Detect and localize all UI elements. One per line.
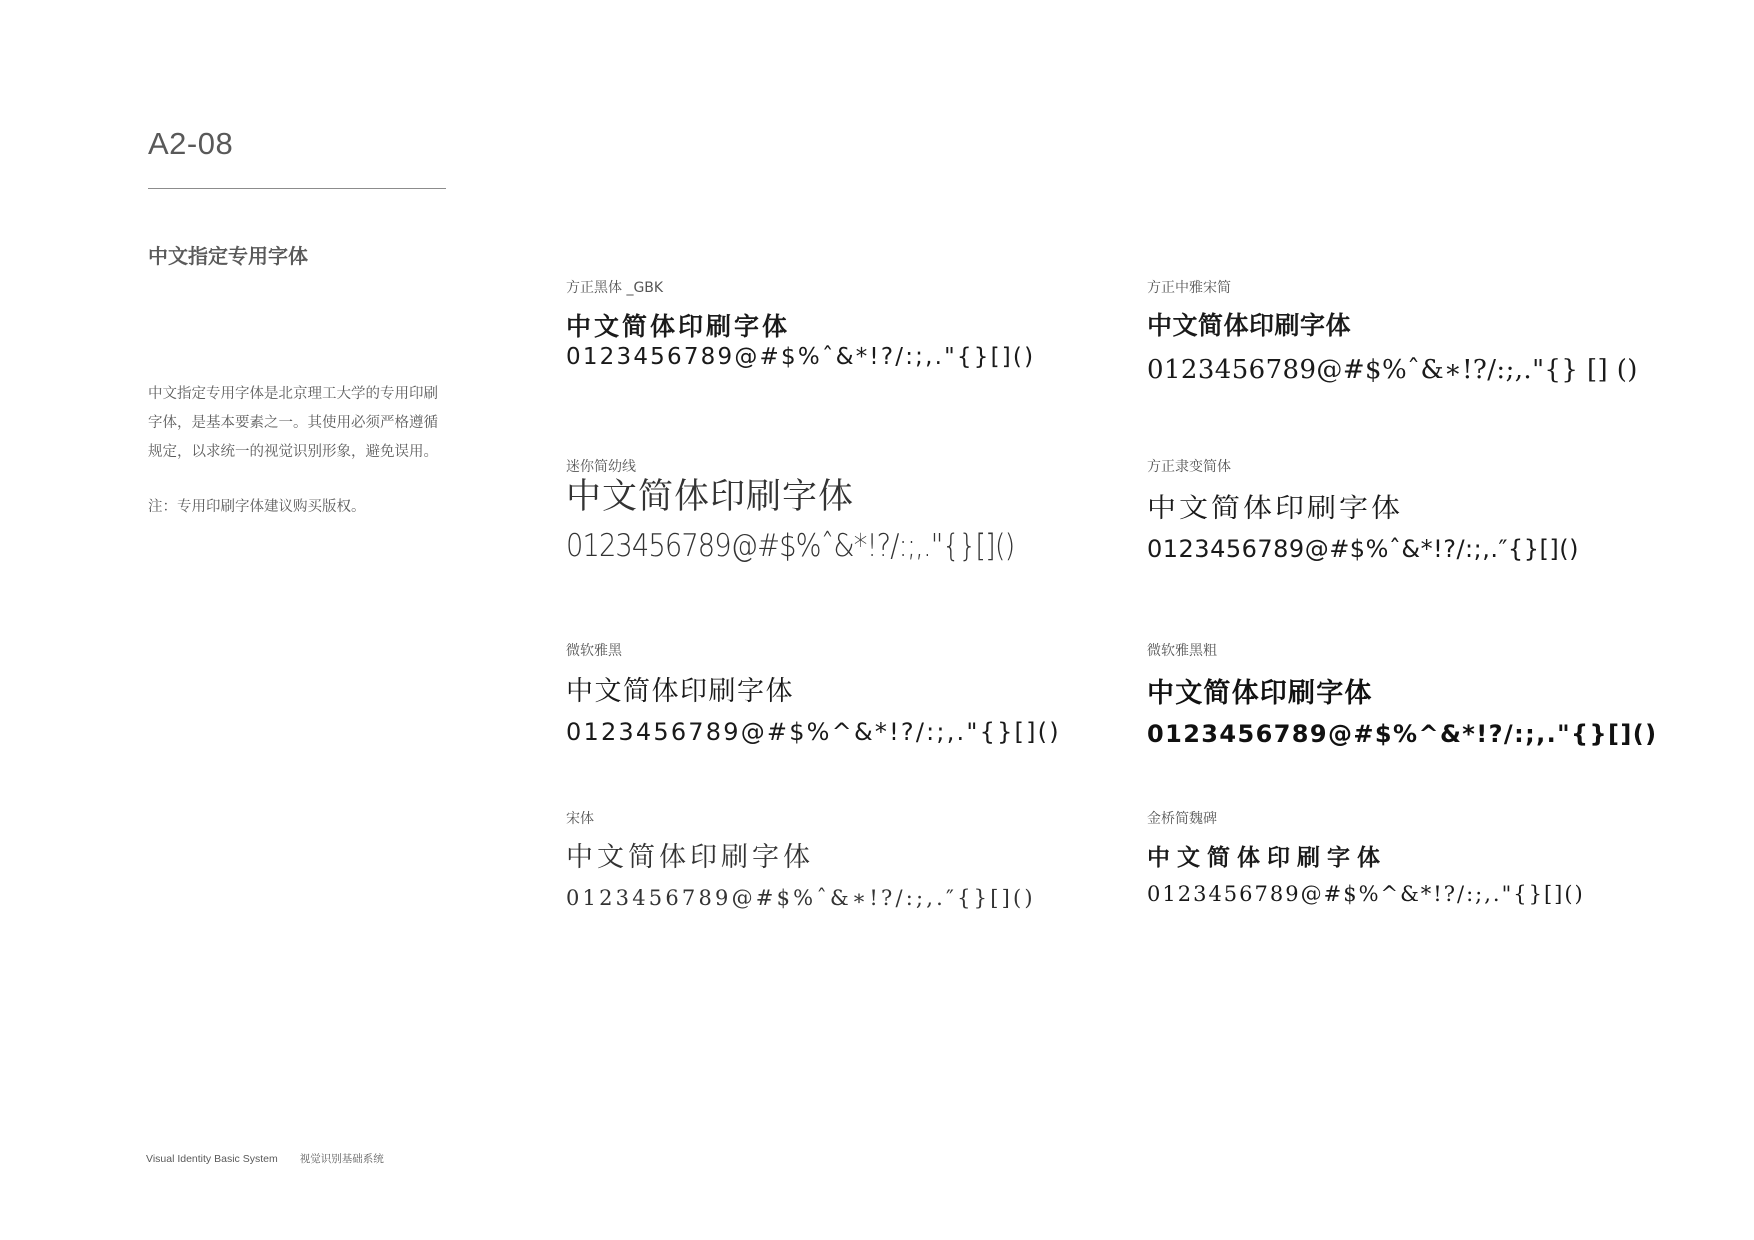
section-title: 中文指定专用字体: [148, 244, 308, 268]
character-sample: 0123456789@#$%ˆ&*!?/:;,."{}[](): [566, 528, 1015, 564]
font-sample-weibei: [1147, 810, 1754, 907]
font-name: 方正黑体 _GBK: [566, 280, 664, 296]
description-line: 中文指定专用字体是北京理工大学的专用印刷: [148, 386, 438, 402]
footer: [146, 1152, 384, 1166]
copyright-note: 注：专用印刷字体建议购买版权。: [148, 499, 366, 515]
character-sample: 0123456789@#$%ˆ&*!?/:;,.″{}[](): [1147, 534, 1579, 563]
font-name: 微软雅黑粗: [1147, 643, 1217, 659]
footer-chinese: 视觉识别基础系统: [299, 1153, 384, 1165]
chinese-sample: 中文简体印刷字体: [1147, 678, 1373, 709]
font-name: 方正隶变简体: [1147, 459, 1231, 475]
chinese-sample: 中文简体印刷字体: [566, 312, 791, 341]
character-sample: 0123456789@#$%^&*!?/:;,."{}[](): [566, 718, 1061, 747]
font-name: 宋体: [566, 811, 594, 827]
description-line: 字体，是基本要素之一。其使用必须严格遵循: [148, 415, 438, 431]
font-sample-libian: [1147, 458, 1754, 564]
character-sample: 0123456789@#$%ˆ&*!?/:;,."{}[](): [566, 344, 1036, 370]
chinese-sample: 中文简体印刷字体: [1147, 311, 1352, 340]
font-name: 金桥简魏碑: [1147, 811, 1217, 827]
description-line: 规定，以求统一的视觉识别形象，避免误用。: [148, 444, 438, 460]
chinese-sample: 中文简体印刷字体: [566, 842, 814, 873]
font-sample-youxian: [566, 458, 1206, 565]
font-name: 迷你简幼线: [566, 459, 636, 475]
font-sample-songti: [566, 810, 1206, 912]
character-sample: 0123456789@#$%ˆ&∗!?/:;,."{} [] (): [1147, 355, 1638, 385]
font-sample-yahei: [566, 642, 1206, 747]
chinese-sample: 中文简体印刷字体: [1147, 492, 1404, 524]
chinese-sample: 中文简体印刷字体: [1147, 844, 1387, 871]
character-sample: 0123456789@#$%^&*!?/:;,."{}[](): [1147, 881, 1585, 906]
font-name: 微软雅黑: [566, 643, 622, 659]
font-sample-yahei-bold: [1147, 642, 1754, 749]
character-sample: 0123456789@#$%ˆ&∗!?/:;,.″{}[](): [566, 886, 1036, 911]
font-sample-fangzheng-heiti: [566, 279, 1206, 372]
header-divider: [148, 188, 446, 189]
footer-english: Visual Identity Basic System: [146, 1153, 278, 1165]
character-sample: 0123456789@#$%^&*!?/:;,."{}[](): [1147, 720, 1658, 749]
description-paragraph: [148, 380, 454, 467]
font-sample-zhongyasong: [1147, 279, 1754, 386]
font-name: 方正中雅宋简: [1147, 280, 1231, 296]
chinese-sample: 中文简体印刷字体: [566, 676, 794, 707]
page-code: A2-08: [148, 126, 234, 161]
chinese-sample: 中文简体印刷字体: [566, 477, 855, 517]
